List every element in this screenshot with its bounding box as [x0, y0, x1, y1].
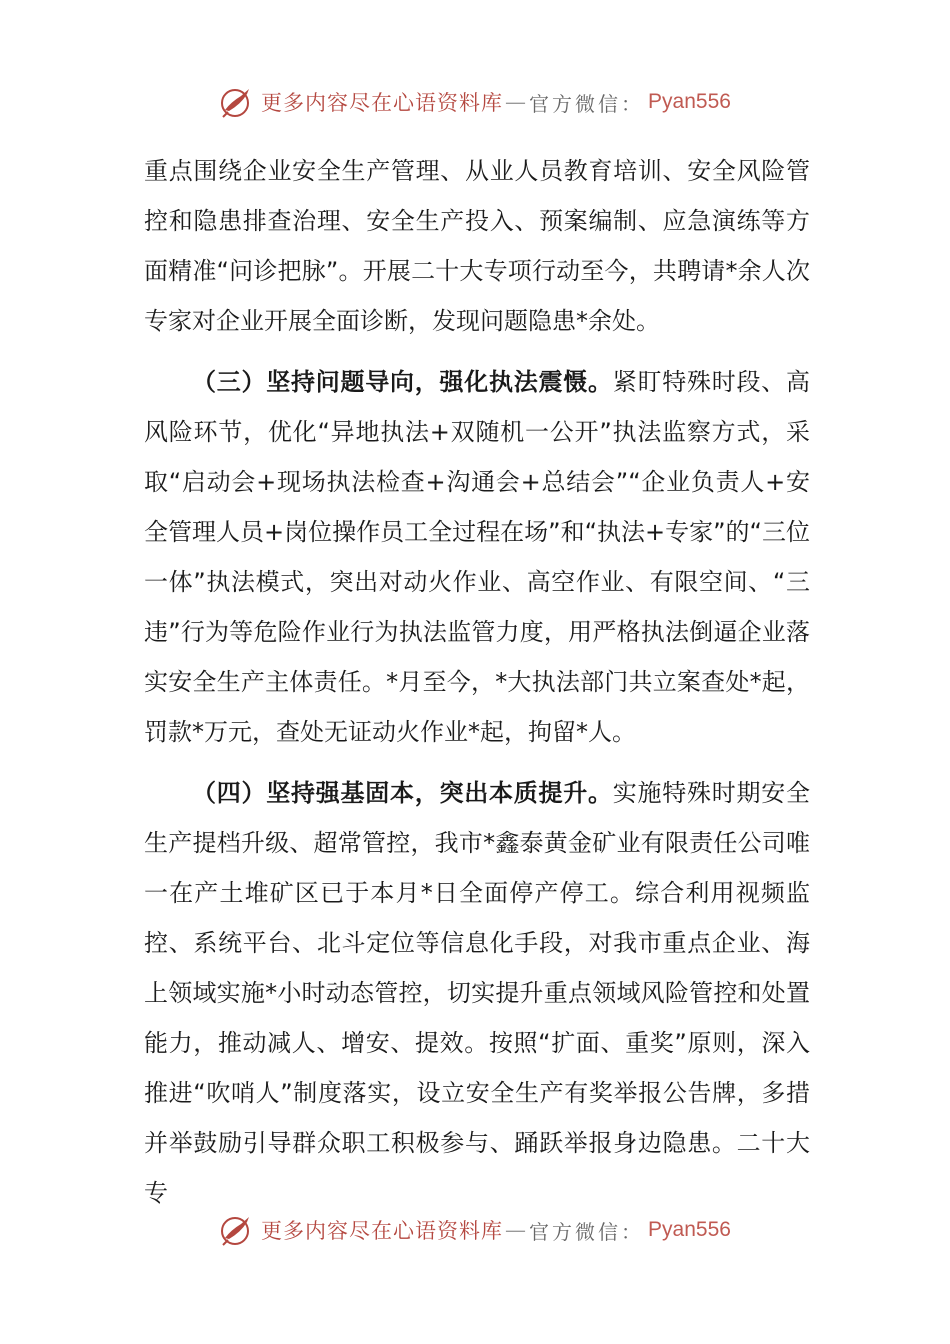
paragraph-text: 紧盯特殊时段、高风险环节，优化“异地执法+双随机一公开”执法监察方式，采取“启动会+现场执法检查+沟通会+总结会”“企业负责人+安全管理人员+岗位操作员工全过程在场”和“执法+专家”的“三位一体”执法模式，突出对动火作业、高空作业、有限空间、“三违”行为等危险作业行为执法监管力度，用严格执法倒逼企业落实安全生产主体责任。*月至今，*大执法部门共立案查处*起，罚款*万元，查处无证动火作业*起，拘留*人。 — [144, 368, 810, 746]
section-heading: （三）坚持问题导向，强化执法震慑。 — [192, 368, 613, 396]
paragraph-continuation — [144, 146, 810, 346]
banner-wechat-label: 官方微信： — [529, 91, 645, 116]
paragraph-section-4 — [144, 768, 810, 1218]
header-watermark-banner — [0, 82, 950, 122]
section-heading: （四）坚持强基固本，突出本质提升。 — [192, 779, 613, 807]
document-body — [144, 146, 810, 1218]
footer-watermark-banner — [0, 1210, 950, 1250]
paragraph-text: 重点围绕企业安全生产管理、从业人员教育培训、安全风险管控和隐患排查治理、安全生产投入、预案编制、应急演练等方面精准“问诊把脉”。开展二十大专项行动至今，共聘请*余人次专家对企业开展全面诊断，发现问题隐患*余处。 — [144, 157, 810, 335]
banner-text: 更多内容尽在心语资料库 — [261, 91, 504, 115]
banner-wechat-label: 官方微信： — [529, 1219, 645, 1244]
banner-text: 更多内容尽在心语资料库 — [261, 1219, 504, 1243]
banner-dash: — — [505, 1218, 528, 1242]
pen-logo-icon — [219, 1212, 255, 1248]
paragraph-section-3 — [144, 357, 810, 757]
paragraph-text: 实施特殊时期安全生产提档升级、超常管控，我市*鑫泰黄金矿业有限责任公司唯一在产土堆矿区已于本月*日全面停产停工。综合利用视频监控、系统平台、北斗定位等信息化手段，对我市重点企业、海上领域实施*小时动态管控，切实提升重点领域风险管控和处置能力，推动减人、增安、提效。按照“扩面、重奖”原则，深入推进“吹哨人”制度落实，设立安全生产有奖举报公告牌，多措并举鼓励引导群众职工积极参与、踊跃举报身边隐患。二十大专 — [144, 779, 810, 1207]
banner-dash: — — [505, 90, 528, 114]
banner-wechat-id: Pyan556 — [648, 90, 731, 113]
banner-wechat-id: Pyan556 — [648, 1218, 731, 1241]
pen-logo-icon — [219, 84, 255, 120]
